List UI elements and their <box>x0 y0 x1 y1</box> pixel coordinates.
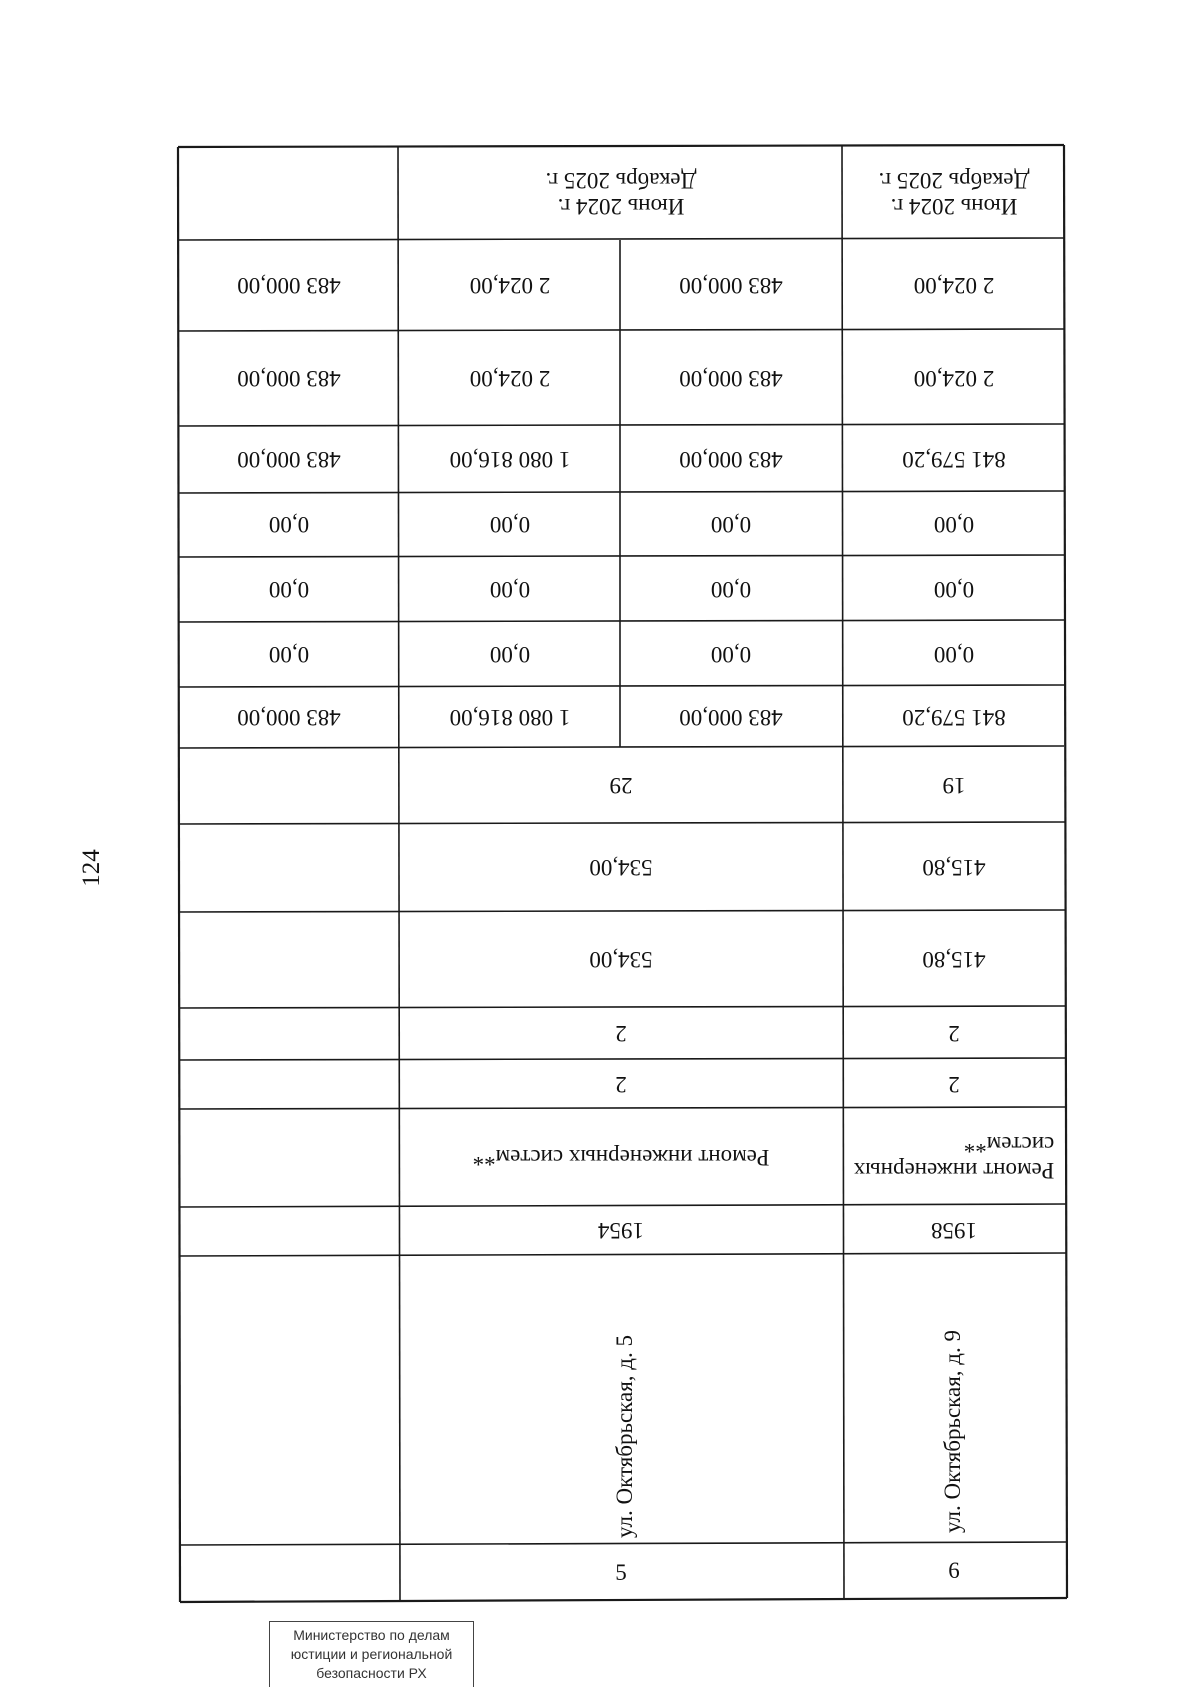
row6-zeros-a: 0,00 <box>933 641 975 667</box>
row5-totals-a-left: 1 080 816,00 <box>449 704 571 730</box>
page-number: 124 <box>78 849 105 887</box>
row6-totals-a: 841 579,20 <box>902 704 1006 730</box>
row5-number: 5 <box>615 1560 627 1586</box>
row6-v3: 415,80 <box>922 947 986 973</box>
row6-v5: 19 <box>942 773 966 799</box>
row5-totals-a-right: 483 000,00 <box>679 704 783 730</box>
row5-v2: 2 <box>615 1021 627 1047</box>
row6-unit-b: 2 024,00 <box>913 365 995 391</box>
row5-unit-b-right: 483 000,00 <box>679 365 783 391</box>
row5-zeros-a-right: 0,00 <box>710 641 752 667</box>
row5-unit-a-right: 483 000,00 <box>679 272 783 298</box>
row5-address: ул. Октябрьская, д. 5 <box>612 1335 637 1538</box>
row5-zeros-c-right: 0,00 <box>710 512 752 538</box>
row6-zeros-c: 0,00 <box>933 512 975 538</box>
row5-unit-a-left: 2 024,00 <box>469 272 551 298</box>
row5-v3: 534,00 <box>589 947 653 973</box>
row5-zeros-a-left: 0,00 <box>489 641 531 667</box>
row5-unit-b-left: 2 024,00 <box>469 365 551 391</box>
row5-v4: 534,00 <box>589 855 653 881</box>
left-unit-a: 483 000,00 <box>237 272 341 298</box>
row6-period: Июнь 2024 г. Декабрь 2025 г. <box>878 168 1030 219</box>
row6-v4: 415,80 <box>922 855 986 881</box>
left-zeros-b: 0,00 <box>268 576 310 602</box>
row5-zeros-b-left: 0,00 <box>489 576 531 602</box>
row5-year: 1954 <box>598 1217 644 1243</box>
row6-zeros-b: 0,00 <box>933 576 975 602</box>
left-totals-a: 483 000,00 <box>237 704 341 730</box>
row5-v5: 29 <box>609 773 633 799</box>
left-totals-b: 483 000,00 <box>237 446 341 472</box>
row6-unit-a: 2 024,00 <box>913 272 995 298</box>
row5-work: Ремонт инженерных систем** <box>472 1144 770 1170</box>
row5-totals-b-left: 1 080 816,00 <box>449 446 571 472</box>
row6-work: Ремонт инженерных систем** <box>853 1132 1055 1183</box>
row6-address: ул. Октябрьская, д. 9 <box>940 1330 965 1533</box>
left-unit-b: 483 000,00 <box>237 365 341 391</box>
row6-year: 1958 <box>931 1217 977 1243</box>
row5-zeros-b-right: 0,00 <box>710 576 752 602</box>
row5-period: Июнь 2024 г. Декабрь 2025 г. <box>545 168 697 219</box>
row6-v2: 2 <box>948 1021 960 1047</box>
row5-zeros-c-left: 0,00 <box>489 512 531 538</box>
row6-number: 6 <box>948 1558 960 1584</box>
ministry-stamp: Министерство по делам юстиции и региональной безопасности РХ <box>269 1621 474 1687</box>
row6-v1: 2 <box>948 1071 960 1097</box>
left-zeros-c: 0,00 <box>268 512 310 538</box>
row5-totals-b-right: 483 000,00 <box>679 446 783 472</box>
row5-v1: 2 <box>615 1071 627 1097</box>
left-zeros-a: 0,00 <box>268 641 310 667</box>
row6-totals-b: 841 579,20 <box>902 446 1006 472</box>
